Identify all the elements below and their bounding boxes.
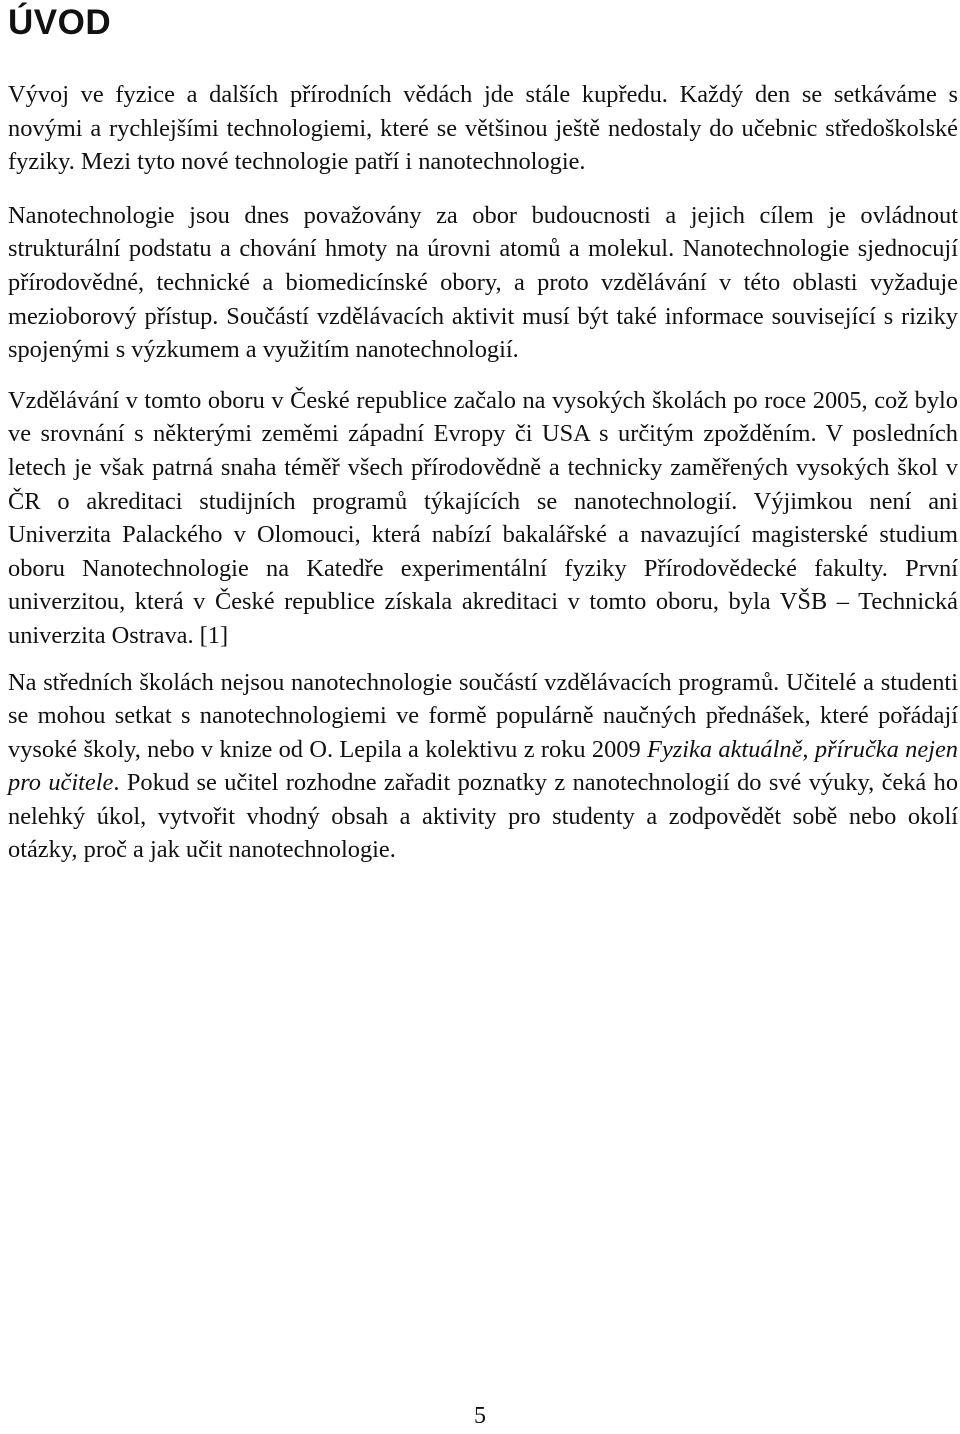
document-body — [8, 78, 958, 867]
paragraph-secondary-schools — [8, 666, 958, 868]
document-page — [8, 0, 958, 867]
paragraph-text-after-title: . Pokud se učitel rozhodne zařadit poznatky z nanotechnologií do své výuky, čeká ho nelehký úkol, vytvořit vhodný obsah a aktivity pro studenty a zodpovědět sobě nebo okolí otázky, proč a jak učit nanotechnologie. — [8, 769, 959, 864]
paragraph-education-czech: Vzdělávání v tomto oboru v České republice začalo na vysokých školách po roce 2005, což bylo ve srovnání s některými zeměmi západní Evropy či USA s určitým zpožděním. V posledních letech je však patrná snaha téměř všech přírodovědně a technicky zaměřených vysokých škol v ČR o akreditaci studijních programů týkajících se nanotechnologií. Výjimkou není ani Univerzita Palackého v Olomouci, která nabízí bakalářské a navazující magisterské studium oboru Nanotechnologie na Katedře experimentální fyziky Přírodovědecké fakulty. První univerzitou, která v České republice získala akreditaci v tomto oboru, byla VŠB – Technická univerzita Ostrava. [1] — [8, 386, 958, 649]
paragraph-nanotechnology-definition: Nanotechnologie jsou dnes považovány za obor budoucnosti a jejich cílem je ovládnout strukturální podstatu a chování hmoty na úrovni atomů a molekul. Nanotechnologie sjednocují přírodovědné, technické a biomedicínské obory, a proto vzdělávání v této oblasti vyžaduje mezioborový přístup. Součástí vzdělávacích aktivit musí být také informace související s riziky spojenými s výzkumem a využitím nanotechnologií. — [8, 201, 958, 364]
book-title: Fyzika aktuálně, příručka nejen pro učitele — [8, 735, 958, 797]
page-number: 5 — [474, 1403, 486, 1429]
section-heading: ÚVOD — [8, 3, 112, 42]
paragraph-text-before-title: Na středních školách nejsou nanotechnologie součástí vzdělávacích programů. Učitelé a studenti se mohou setkat s nanotechnologiemi ve formě populárně naučných přednášek, které pořádají vysoké školy, nebo v knize od O. Lepila a kolektivu z roku 2009 — [8, 668, 958, 763]
paragraph-intro: Vývoj ve fyzice a dalších přírodních vědách jde stále kupředu. Každý den se setkáváme s novými a rychlejšími technologiemi, které se většinou ještě nedostaly do učebnic středoškolské fyziky. Mezi tyto nové technologie patří i nanotechnologie. — [8, 81, 958, 176]
